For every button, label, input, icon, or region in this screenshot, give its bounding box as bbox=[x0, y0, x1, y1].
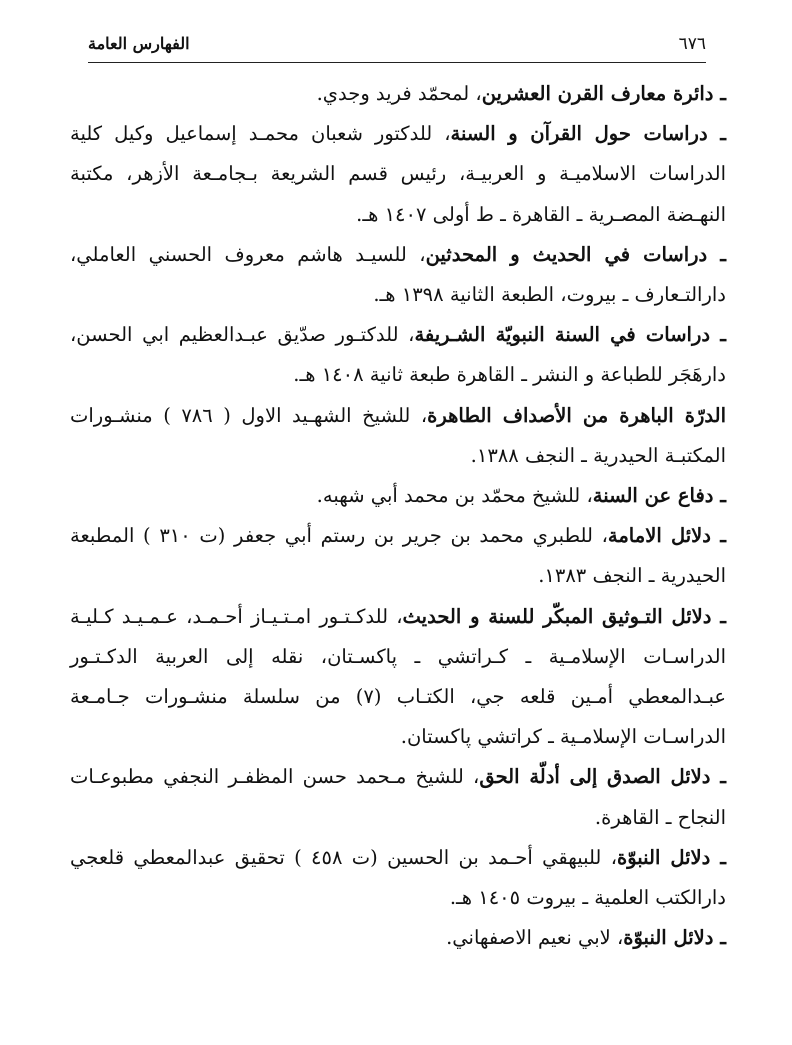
entry-details: ، للبيهقي أحـمد بن الحسين (ت ٤٥٨ ) تحقيق عبدالمعطي قلعجي دارالكتب العلمية ـ بيروت ١٤٠٥ هـ. bbox=[70, 845, 726, 910]
entry-dash: ـ bbox=[713, 484, 726, 508]
entry-dash: ـ bbox=[710, 845, 726, 869]
entry-title: دلائل النبوّة bbox=[623, 926, 714, 950]
entry-title: دفاع عن السنة bbox=[592, 484, 714, 508]
entry-details: ، للدكتور شعبان محمـد إسماعيل وكيل كلية الدراسات الاسلاميـة و العربيـة، رئيس قسم الشريعة بـجامـعة الأزهر، مكتبة النهـضة المصـرية ـ القاهرة ـ ط أولى ١٤٠٧ هـ. bbox=[70, 122, 726, 226]
entry-dash: ـ bbox=[710, 765, 726, 789]
entry-title: دراسات في الحديث و المحدثين bbox=[425, 242, 708, 266]
entry-dash: ـ bbox=[710, 323, 726, 347]
entry-dash: ـ bbox=[713, 926, 726, 950]
entry-dash: ـ bbox=[707, 122, 726, 146]
page-header bbox=[88, 30, 706, 63]
entry-dash: ـ bbox=[707, 242, 726, 266]
page-number: ٦٧٦ bbox=[678, 34, 706, 54]
entry-details: ، للسيـد هاشم معروف الحسني العاملي، دارالتـعارف ـ بيروت، الطبعة الثانية ١٣٩٨ هـ. bbox=[70, 242, 726, 307]
entry-title: دراسات حول القرآن و السنة bbox=[450, 122, 708, 146]
bibliography-entry bbox=[70, 918, 726, 958]
bibliography-entry bbox=[70, 315, 726, 395]
entry-details: ، للشيخ محمّد بن محمد أبي شهبه. bbox=[316, 484, 593, 508]
entry-title: الدرّة الباهرة من الأصداف الطاهرة bbox=[427, 403, 726, 427]
entry-title: دلائل التـوثيق المبكّر للسنة و الحديث bbox=[402, 604, 712, 628]
bibliography-entry bbox=[70, 597, 726, 758]
bibliography-entry bbox=[70, 235, 726, 315]
entry-details: ، لابي نعيم الاصفهاني. bbox=[446, 926, 624, 950]
entry-details: ، للشيخ مـحمد حسن المظفـر النجفي مطبوعـات النجاح ـ القاهرة. bbox=[70, 765, 726, 829]
bibliography-list bbox=[70, 74, 726, 958]
entry-title: دلائل الامامة bbox=[607, 524, 711, 548]
bibliography-entry bbox=[70, 516, 726, 596]
running-title: الفهارس العامة bbox=[88, 34, 190, 53]
entry-dash: ـ bbox=[711, 604, 726, 628]
entry-title: دلائل النبوّة bbox=[617, 845, 711, 869]
entry-dash: ـ bbox=[713, 82, 726, 105]
entry-details: ، للشيخ الشهـيد الاول ( ٧٨٦ ) منشـورات المكتبـة الحيدرية ـ النجف ١٣٨٨. bbox=[70, 403, 726, 467]
entry-title: دراسات في السنة النبويّة الشـريفة bbox=[414, 323, 711, 347]
bibliography-entry bbox=[70, 114, 726, 235]
entry-details: ، لمحمّد فريد وجدي. bbox=[316, 82, 482, 105]
entry-title: دائرة معارف القرن العشرين bbox=[481, 82, 714, 105]
bibliography-entry bbox=[70, 396, 726, 476]
entry-details: ، للطبري محمد بن جرير بن رستم أبي جعفر (ت ٣١٠ ) المطبعة الحيدرية ـ النجف ١٣٨٣. bbox=[70, 524, 726, 588]
entry-details: ، للدكتـور صدّيق عبـدالعظيم ابي الحسن، دارهَجَر للطباعة و النشر ـ القاهرة طبعة ثانية ١٤٠٨ هـ. bbox=[70, 323, 726, 387]
bibliography-entry bbox=[70, 757, 726, 837]
bibliography-entry bbox=[70, 74, 726, 114]
bibliography-entry bbox=[70, 476, 726, 516]
bibliography-entry bbox=[70, 838, 726, 918]
entry-dash: ـ bbox=[711, 524, 726, 548]
entry-title: دلائل الصدق إلى أدلّة الحق bbox=[479, 765, 711, 789]
entry-details: ، للدكـتـور امـتـيـاز أحـمـد، عـمـيـد كـليـة الدراسـات الإسلامـية ـ كـراتشي ـ پاكسـتان، نقله إلى العربية الدكـتـور عبـدالمعطي أمـين قلعه جي، الكتـاب (٧) من سلسلة منشـورات جـامـعة الدراسـات الإسلامـية ـ كراتشي پاكستان. bbox=[70, 604, 726, 749]
